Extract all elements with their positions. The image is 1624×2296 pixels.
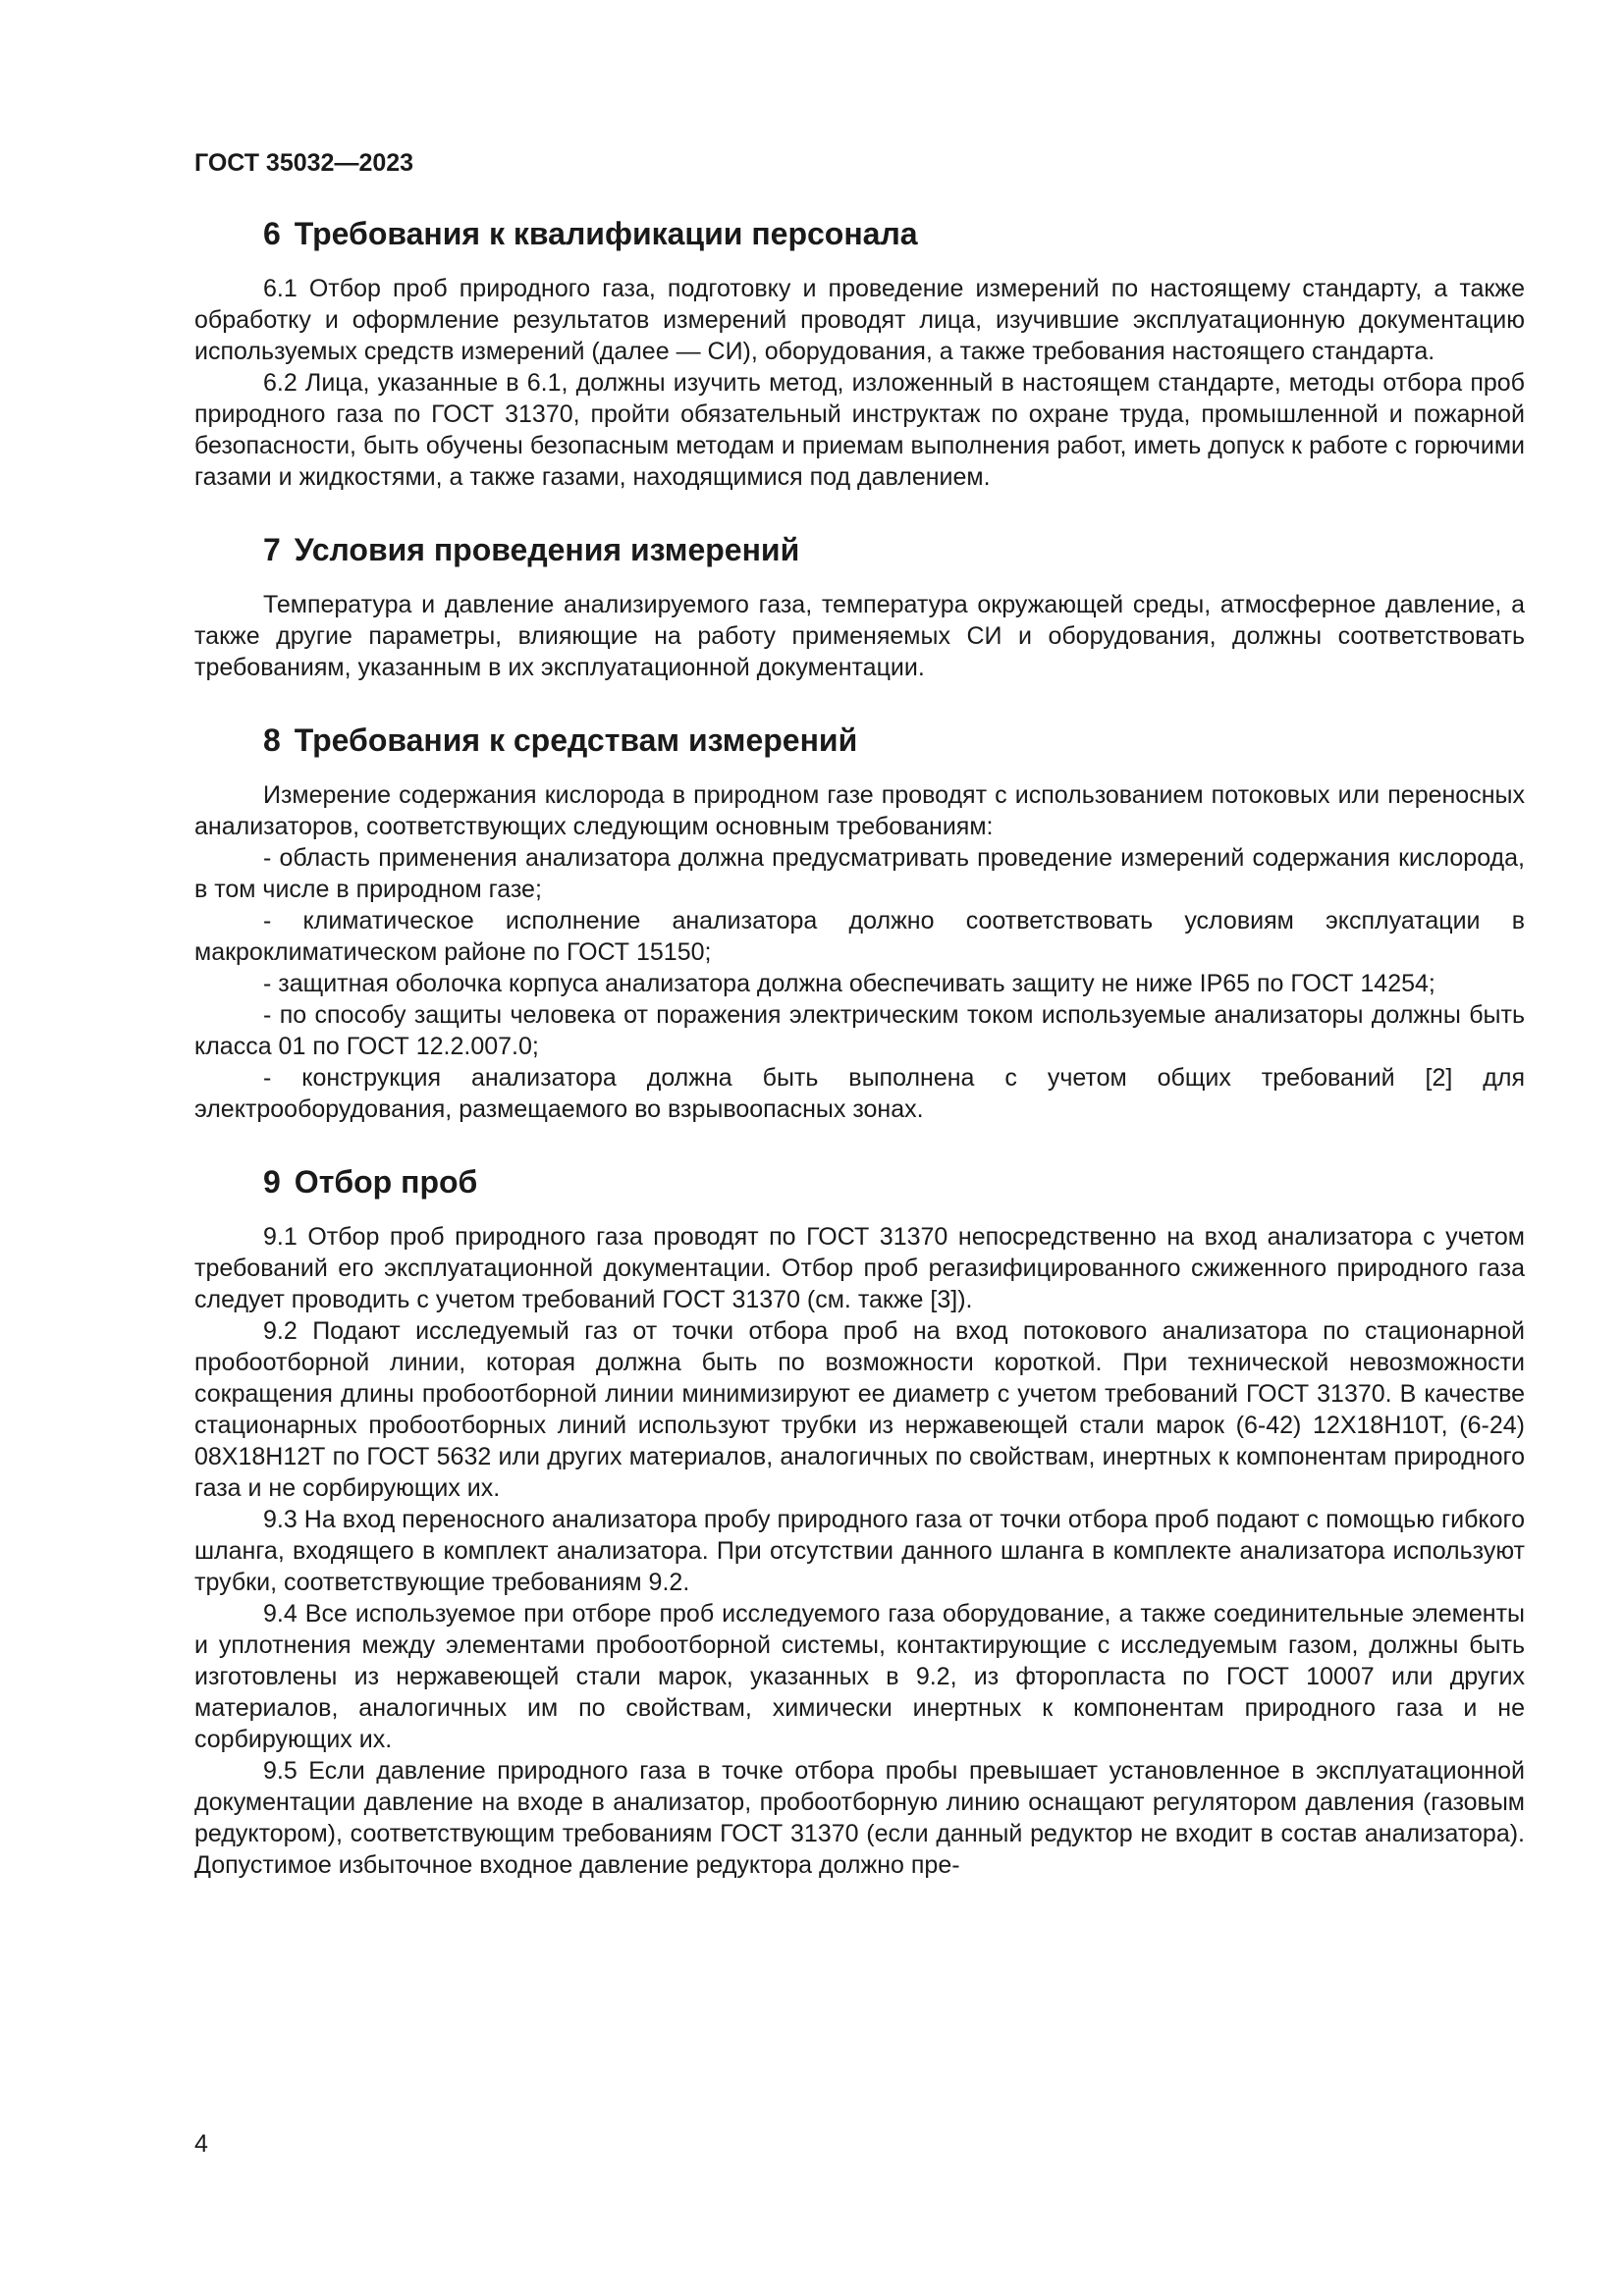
section-number: 6 — [263, 216, 281, 251]
page-number: 4 — [194, 2130, 208, 2158]
section-heading — [194, 721, 1525, 760]
section-title: Требования к средствам измерений — [294, 722, 858, 758]
section-title: Отбор проб — [294, 1164, 478, 1200]
paragraph-6-1: 6.1 Отбор проб природного газа, подготовку и проведение измерений по настоящему стандарту, а также обработку и оформление результатов измерений проводят лица, изучившие эксплуатационную документацию используемых средств измерений (далее — СИ), оборудования, а также требования настоящего стандарта. — [194, 275, 1525, 365]
section-heading — [194, 214, 1525, 253]
section-number: 9 — [263, 1164, 281, 1200]
paragraph-9-5: 9.5 Если давление природного газа в точке отбора пробы превышает установленное в эксплуатационной документации давление на входе в анализатор, пробоотборную линию оснащают регулятором давления (газовым редуктором), соответствующим требованиям ГОСТ 31370 (если данный редуктор не входит в состав анализатора). Допустимое избыточное входное давление редуктора должно пре- — [194, 1757, 1525, 1879]
paragraph-8-intro: Измерение содержания кислорода в природном газе проводят с использованием потоковых или переносных анализаторов, соответствующих следующим основным требованиям: — [194, 781, 1525, 840]
paragraph-9-4: 9.4 Все используемое при отборе проб исследуемого газа оборудование, а также соединительные элементы и уплотнения между элементами пробоотборной системы, контактирующие с исследуемым газом, должны быть изготовлены из нержавеющей стали марок, указанных в 9.2, из фторопласта по ГОСТ 10007 или других материалов, аналогичных им по свойствам, химически инертных к компонентам природного газа и не сорбирующих их. — [194, 1600, 1525, 1753]
paragraph-9-2: 9.2 Подают исследуемый газ от точки отбора проб на вход потокового анализатора по стационарной пробоотборной линии, которая должна быть по возможности короткой. При технической невозможности сокращения длины пробоотборной линии минимизируют ее диаметр с учетом требований ГОСТ 31370. В качестве стационарных пробоотборных линий используют трубки из нержавеющей стали марок (6-42) 12Х18Н10Т, (6-24) 08Х18Н12Т по ГОСТ 5632 или других материалов, аналогичных по свойствам, инертных к компонентам природного газа и не сорбирующих их. — [194, 1317, 1525, 1502]
section-title: Требования к квалификации персонала — [294, 216, 918, 251]
section-heading — [194, 530, 1525, 569]
section-title: Условия проведения измерений — [294, 532, 800, 567]
paragraph-9-3: 9.3 На вход переносного анализатора пробу природного газа от точки отбора проб подают с помощью гибкого шланга, входящего в комплект анализатора. При отсутствии данного шланга в комплекте анализатора используют трубки, соответствующие требованиям 9.2. — [194, 1506, 1525, 1596]
paragraph-9-1: 9.1 Отбор проб природного газа проводят по ГОСТ 31370 непосредственно на вход анализатора с учетом требований его эксплуатационной документации. Отбор проб регазифицированного сжиженного природного газа следует проводить с учетом требований ГОСТ 31370 (см. также [3]). — [194, 1223, 1525, 1313]
section-heading — [194, 1162, 1525, 1201]
document-code: ГОСТ 35032—2023 — [194, 149, 414, 177]
section-number: 8 — [263, 722, 281, 758]
list-item-8-2: - климатическое исполнение анализатора должно соответствовать условиям эксплуатации в макроклиматическом районе по ГОСТ 15150; — [194, 907, 1525, 966]
list-item-8-1: - область применения анализатора должна предусматривать проведение измерений содержания кислорода, в том числе в природном газе; — [194, 844, 1525, 903]
section-7 — [194, 530, 1525, 683]
section-6 — [194, 214, 1525, 493]
paragraph-6-2: 6.2 Лица, указанные в 6.1, должны изучить метод, изложенный в настоящем стандарте, методы отбора проб природного газа по ГОСТ 31370, пройти обязательный инструктаж по охране труда, промышленной и пожарной безопасности, быть обучены безопасным методам и приемам выполнения работ, иметь допуск к работе с горючими газами и жидкостями, а также газами, находящимися под давлением. — [194, 369, 1525, 491]
paragraph-7: Температура и давление анализируемого газа, температура окружающей среды, атмосферное давление, а также другие параметры, влияющие на работу применяемых СИ и оборудования, должны соответствовать требованиям, указанным в их эксплуатационной документации. — [194, 591, 1525, 681]
list-item-8-5: - конструкция анализатора должна быть выполнена с учетом общих требований [2] для электрооборудования, размещаемого во взрывоопасных зонах. — [194, 1064, 1525, 1123]
section-8 — [194, 721, 1525, 1125]
section-number: 7 — [263, 532, 281, 567]
section-9 — [194, 1162, 1525, 1881]
list-item-8-4: - по способу защиты человека от поражения электрическим током используемые анализаторы должны быть класса 01 по ГОСТ 12.2.007.0; — [194, 1001, 1525, 1060]
list-item-8-3: - защитная оболочка корпуса анализатора должна обеспечивать защиту не ниже IP65 по ГОСТ 14254; — [263, 970, 1435, 997]
document-page — [194, 147, 1525, 1918]
